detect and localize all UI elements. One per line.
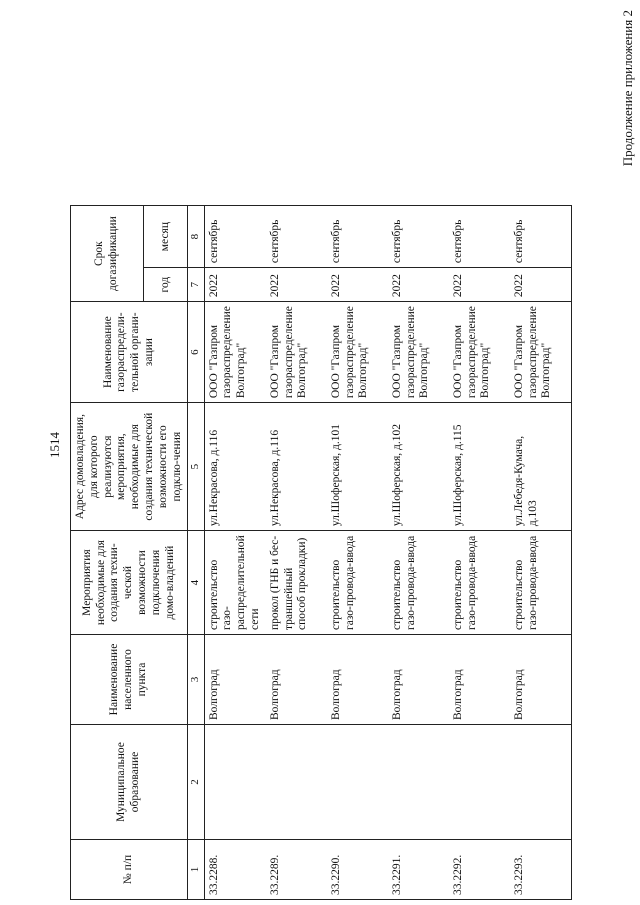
row-municipality bbox=[327, 725, 388, 840]
table-row bbox=[204, 206, 266, 900]
row-number: 33.2290. bbox=[327, 840, 388, 900]
row-number: 33.2291. bbox=[388, 840, 449, 900]
col-number: 5 bbox=[188, 403, 204, 531]
header-measures: Мероприятия необходимые для создания техни-ческой возможности подключения домо-владений bbox=[71, 531, 188, 635]
row-address: ул.Лебедя-Кумача, д.103 bbox=[510, 403, 572, 531]
row-organization: ООО "Газпром газораспределение Волгоград" bbox=[327, 302, 388, 403]
row-month: сентябрь bbox=[204, 206, 266, 268]
column-number-row bbox=[188, 206, 204, 900]
header-settlement: Наименование населенного пункта bbox=[71, 635, 188, 725]
header-address: Адрес домовладения, для которого реализуются мероприятия, необходимые для создания технической возможности его подклю-чения bbox=[71, 403, 188, 531]
row-measure: строительство газо-провода-ввода bbox=[449, 531, 510, 635]
row-municipality bbox=[266, 725, 327, 840]
table-row bbox=[510, 206, 572, 900]
header-num: № п/п bbox=[71, 840, 188, 900]
col-number: 2 bbox=[188, 725, 204, 840]
row-address: ул.Шоферская, д.102 bbox=[388, 403, 449, 531]
table-row bbox=[327, 206, 388, 900]
header-organization: Наименование газораспредели-тельной органи-зации bbox=[71, 302, 188, 403]
header-month: месяц bbox=[144, 206, 188, 268]
row-organization: ООО "Газпром газораспределение Волгоград" bbox=[449, 302, 510, 403]
col-number: 8 bbox=[188, 206, 204, 268]
row-month: сентябрь bbox=[266, 206, 327, 268]
row-organization: ООО "Газпром газораспределение Волгоград" bbox=[510, 302, 572, 403]
row-address: ул.Шоферская, д.101 bbox=[327, 403, 388, 531]
row-measure: строительство газо-провода-ввода bbox=[510, 531, 572, 635]
row-number: 33.2288. bbox=[204, 840, 266, 900]
row-organization: ООО "Газпром газораспределение Волгоград" bbox=[204, 302, 266, 403]
row-organization: ООО "Газпром газораспределение Волгоград" bbox=[266, 302, 327, 403]
row-address: ул.Шоферская, д.115 bbox=[449, 403, 510, 531]
row-measure: строительство газо-провода-ввода bbox=[327, 531, 388, 635]
row-year: 2022 bbox=[388, 268, 449, 302]
col-number: 4 bbox=[188, 531, 204, 635]
table-container bbox=[70, 20, 590, 900]
page-number: 1514 bbox=[47, 432, 62, 458]
header-year: год bbox=[144, 268, 188, 302]
col-number: 3 bbox=[188, 635, 204, 725]
row-month: сентябрь bbox=[388, 206, 449, 268]
continuation-label: Продолжение приложения 2 bbox=[620, 10, 635, 167]
row-settlement: Волгоград bbox=[449, 635, 510, 725]
row-settlement: Волгоград bbox=[510, 635, 572, 725]
row-month: сентябрь bbox=[327, 206, 388, 268]
row-year: 2022 bbox=[510, 268, 572, 302]
row-year: 2022 bbox=[266, 268, 327, 302]
row-measure: прокол (ГНБ и бес-траншейный способ прокладки) bbox=[266, 531, 327, 635]
row-year: 2022 bbox=[449, 268, 510, 302]
row-municipality bbox=[449, 725, 510, 840]
col-number: 1 bbox=[188, 840, 204, 900]
row-settlement: Волгоград bbox=[204, 635, 266, 725]
row-number: 33.2289. bbox=[266, 840, 327, 900]
table-row bbox=[266, 206, 327, 900]
row-measure: строительство газо-распределительной сети bbox=[204, 531, 266, 635]
row-settlement: Волгоград bbox=[327, 635, 388, 725]
gasification-table bbox=[70, 205, 572, 900]
row-address: ул.Некрасова, д.116 bbox=[266, 403, 327, 531]
row-year: 2022 bbox=[327, 268, 388, 302]
row-address: ул.Некрасова, д.116 bbox=[204, 403, 266, 531]
row-month: сентябрь bbox=[449, 206, 510, 268]
header-deadline: Срок догазификации bbox=[71, 206, 144, 302]
col-number: 6 bbox=[188, 302, 204, 403]
row-municipality bbox=[510, 725, 572, 840]
row-year: 2022 bbox=[204, 268, 266, 302]
row-settlement: Волгоград bbox=[266, 635, 327, 725]
table-row bbox=[388, 206, 449, 900]
row-municipality bbox=[388, 725, 449, 840]
row-measure: строительство газо-провода-ввода bbox=[388, 531, 449, 635]
row-number: 33.2292. bbox=[449, 840, 510, 900]
col-number: 7 bbox=[188, 268, 204, 302]
header-municipality: Муниципальное образование bbox=[71, 725, 188, 840]
row-municipality bbox=[204, 725, 266, 840]
row-settlement: Волгоград bbox=[388, 635, 449, 725]
row-month: сентябрь bbox=[510, 206, 572, 268]
row-organization: ООО "Газпром газораспределение Волгоград" bbox=[388, 302, 449, 403]
table-row bbox=[449, 206, 510, 900]
row-number: 33.2293. bbox=[510, 840, 572, 900]
